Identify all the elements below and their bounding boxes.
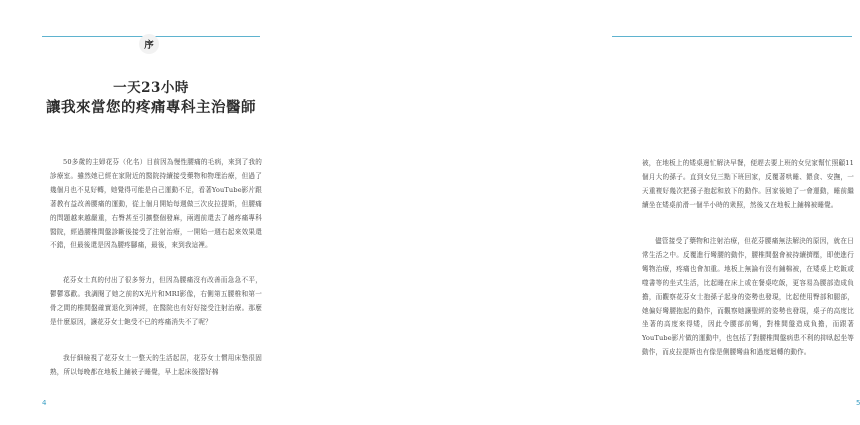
left-page xyxy=(0,0,300,425)
right-page xyxy=(300,0,860,425)
chapter-title-line1: 一天23小時 xyxy=(113,80,189,96)
right-header-rule xyxy=(612,36,852,37)
paragraph: 花芬女士真的付出了很多努力，但因為腰痛沒有改善而急急不平，鬱鬱寡歡。我調閱了她之前的X光片和MRI影像，右側第五腰椎和第一骨之間的椎間盤確實退化到神經，在醫院也有好好接受注射治療。那麼是什麼原因，讓花芬女士飽受不已的疼痛消失不了呢？ xyxy=(50,276,262,326)
chapter-title-line2: 讓我來當您的疼痛專科主治醫師 xyxy=(46,99,256,116)
paragraph: 被，在地板上的矮桌邊忙解決早餐，便趕去要上班的女兒家幫忙照顧11個月大的孫子。直到女兒三點下班回家，反覆著哄睡、餵食、安撫，一天重複好幾次把孫子抱起和放下的動作。回家後她了一會運動，睡前繼續坐在矮桌前滑一個半小時的衆照，然後又在地板上鋪棉被睡覺。 xyxy=(642,159,854,209)
paragraph: 我仔細檢視了花芬女士一整天的生活起居，花芬女士慣用床墊很固熟，所以每晚都在地板上鋪被子睡覺，早上起床後摺好棉 xyxy=(50,354,262,376)
paragraph: 儘管接受了藥物和注射治療，但花芬腰痛無法解決的原因，就在日常生活之中。反覆進行彎腰的動作，腰椎間盤會被持續擠壓，即使進行彎物治療，疼痛也會加重。地板上無論有沒有鋪棉被，在矮桌上吃飯或噬書等的坐式生活，比起睡在床上或在餐桌吃飯，更容易為腰部造成負擔，而觀察花芬女士抱孫子起身的姿勢也發現，比起使用臀部和腿部，她偏好彎腰抱起的動作，而觀察她讓聖經的姿勢也發現，桌子的高度比坐著的高度來得矮，因此令腰部前彎，對椎間盤造成負擔，而跟著YouTube影片做的運動中，也包括了對腰椎間盤病患不利的抑臥起坐等動作，而皮拉提斯也有像是側腰彎曲和過度迴轉的動作。 xyxy=(642,237,854,357)
section-label: 序 xyxy=(139,34,159,54)
paragraph: 50多歲的主婦花芬（化名）目前因為慢性腰痛的毛病，來到了我的診療室。雖然她已經在家附近的醫院持續接受藥物和物理治療，但過了幾個月也不見好轉，她覺得可能是自己運動不足，看著YouTube影片跟著教有益改善腰痛的運動，從上個月開始每週做三次皮拉提斯，但腰痛的問題越來越嚴重，右臀甚至引擴整個發麻，兩週前還去了趟疼痛專科醫院，經過腰椎間盤診斷後接受了注射治療，一開始一週右起來效果還不錯，但最後還是因為腰疼腳痛，最後，來到我這裡。 xyxy=(50,158,262,250)
page-number-right: 5 xyxy=(856,399,860,407)
page-number-left: 4 xyxy=(42,399,47,407)
